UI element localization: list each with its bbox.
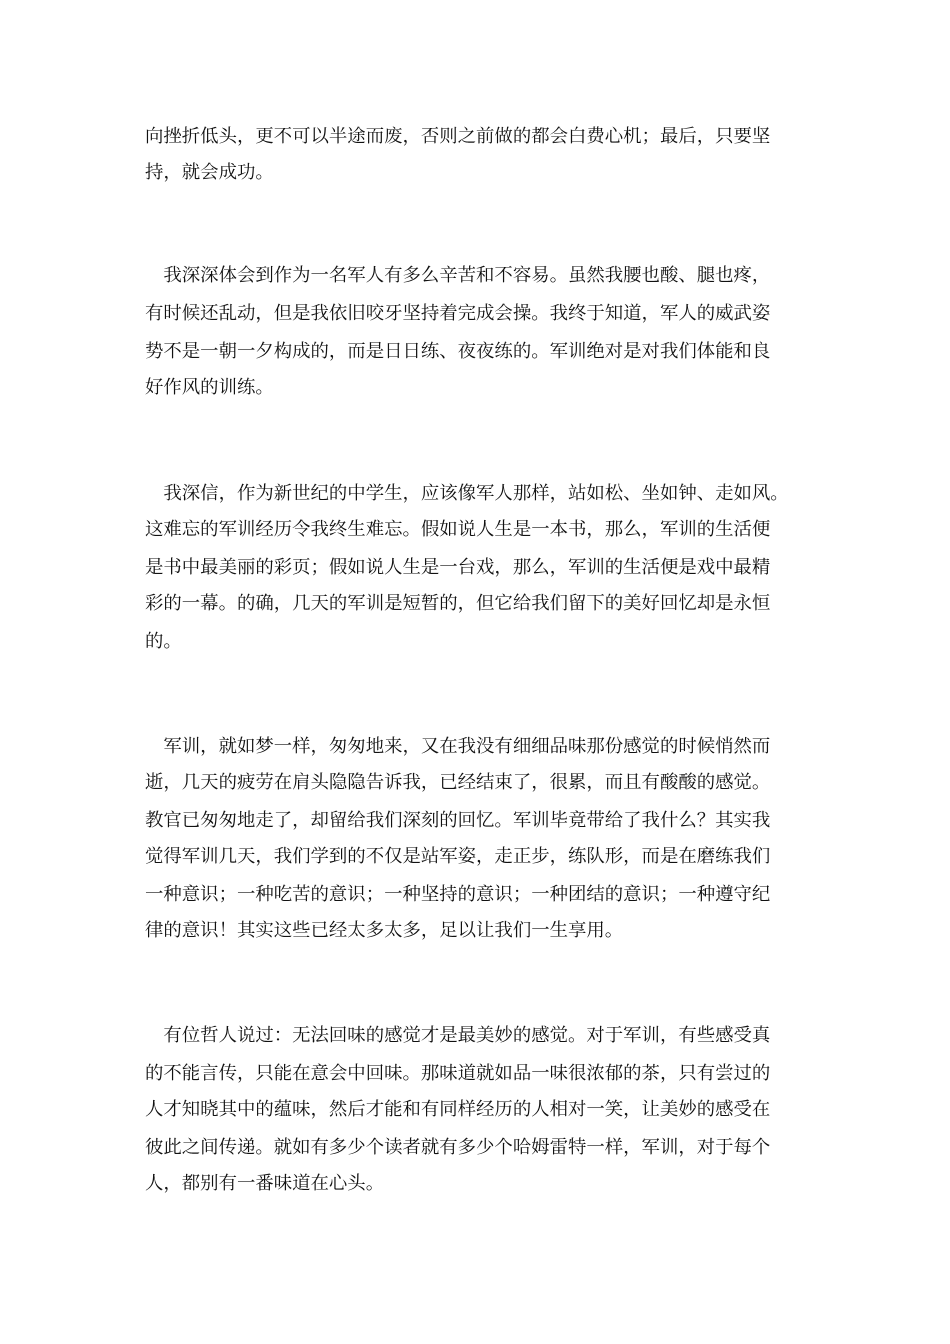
paragraph-2-line-2: 有时候还乱动，但是我依旧咬牙坚持着完成会操。我终于知道，军人的威武姿 (145, 303, 771, 324)
paragraph-5-line-5: 人，都别有一番味道在心头。 (145, 1173, 385, 1194)
paragraph-4-line-6: 律的意识！其实这些已经太多太多，足以让我们一生享用。 (145, 920, 624, 941)
paragraph-5-line-3: 人才知晓其中的蕴味，然后才能和有同样经历的人相对一笑，让美妙的感受在 (145, 1099, 771, 1120)
paragraph-3-line-5: 的。 (145, 631, 182, 652)
paragraph-4-line-1: 军训，就如梦一样，匆匆地来，又在我没有细细品味那份感觉的时候悄然而 (145, 736, 771, 757)
paragraph-5-line-4: 彼此之间传递。就如有多少个读者就有多少个哈姆雷特一样，军训，对于每个 (145, 1137, 771, 1158)
paragraph-3-line-1: 我深信，作为新世纪的中学生，应该像军人那样，站如松、坐如钟、走如风。 (145, 483, 789, 504)
paragraph-5-line-1: 有位哲人说过：无法回味的感觉才是最美妙的感觉。对于军训，有些感受真 (145, 1025, 771, 1046)
paragraph-4-line-5: 一种意识；一种吃苦的意识；一种坚持的意识；一种团结的意识；一种遵守纪 (145, 884, 771, 905)
paragraph-2-line-4: 好作风的训练。 (145, 377, 274, 398)
paragraph-2-line-1: 我深深体会到作为一名军人有多么辛苦和不容易。虽然我腰也酸、腿也疼， (145, 265, 771, 286)
paragraph-1-line-2: 持，就会成功。 (145, 162, 274, 183)
paragraph-3-line-4: 彩的一幕。的确，几天的军训是短暂的，但它给我们留下的美好回忆却是永恒 (145, 593, 771, 614)
paragraph-4-line-2: 逝，几天的疲劳在肩头隐隐告诉我，已经结束了，很累，而且有酸酸的感觉。 (145, 772, 771, 793)
paragraph-5-line-2: 的不能言传，只能在意会中回味。那味道就如品一味很浓郁的茶，只有尝过的 (145, 1063, 771, 1084)
paragraph-2-line-3: 势不是一朝一夕构成的，而是日日练、夜夜练的。军训绝对是对我们体能和良 (145, 341, 771, 362)
paragraph-1-line-1: 向挫折低头，更不可以半途而废，否则之前做的都会白费心机；最后，只要坚 (145, 126, 771, 147)
paragraph-3-line-2: 这难忘的军训经历令我终生难忘。假如说人生是一本书，那么，军训的生活便 (145, 519, 771, 540)
paragraph-4-line-3: 教官已匆匆地走了，却留给我们深刻的回忆。军训毕竟带给了我什么？其实我 (145, 810, 771, 831)
paragraph-4-line-4: 觉得军训几天，我们学到的不仅是站军姿，走正步，练队形，而是在磨练我们 (145, 846, 771, 867)
paragraph-3-line-3: 是书中最美丽的彩页；假如说人生是一台戏，那么，军训的生活便是戏中最精 (145, 557, 771, 578)
